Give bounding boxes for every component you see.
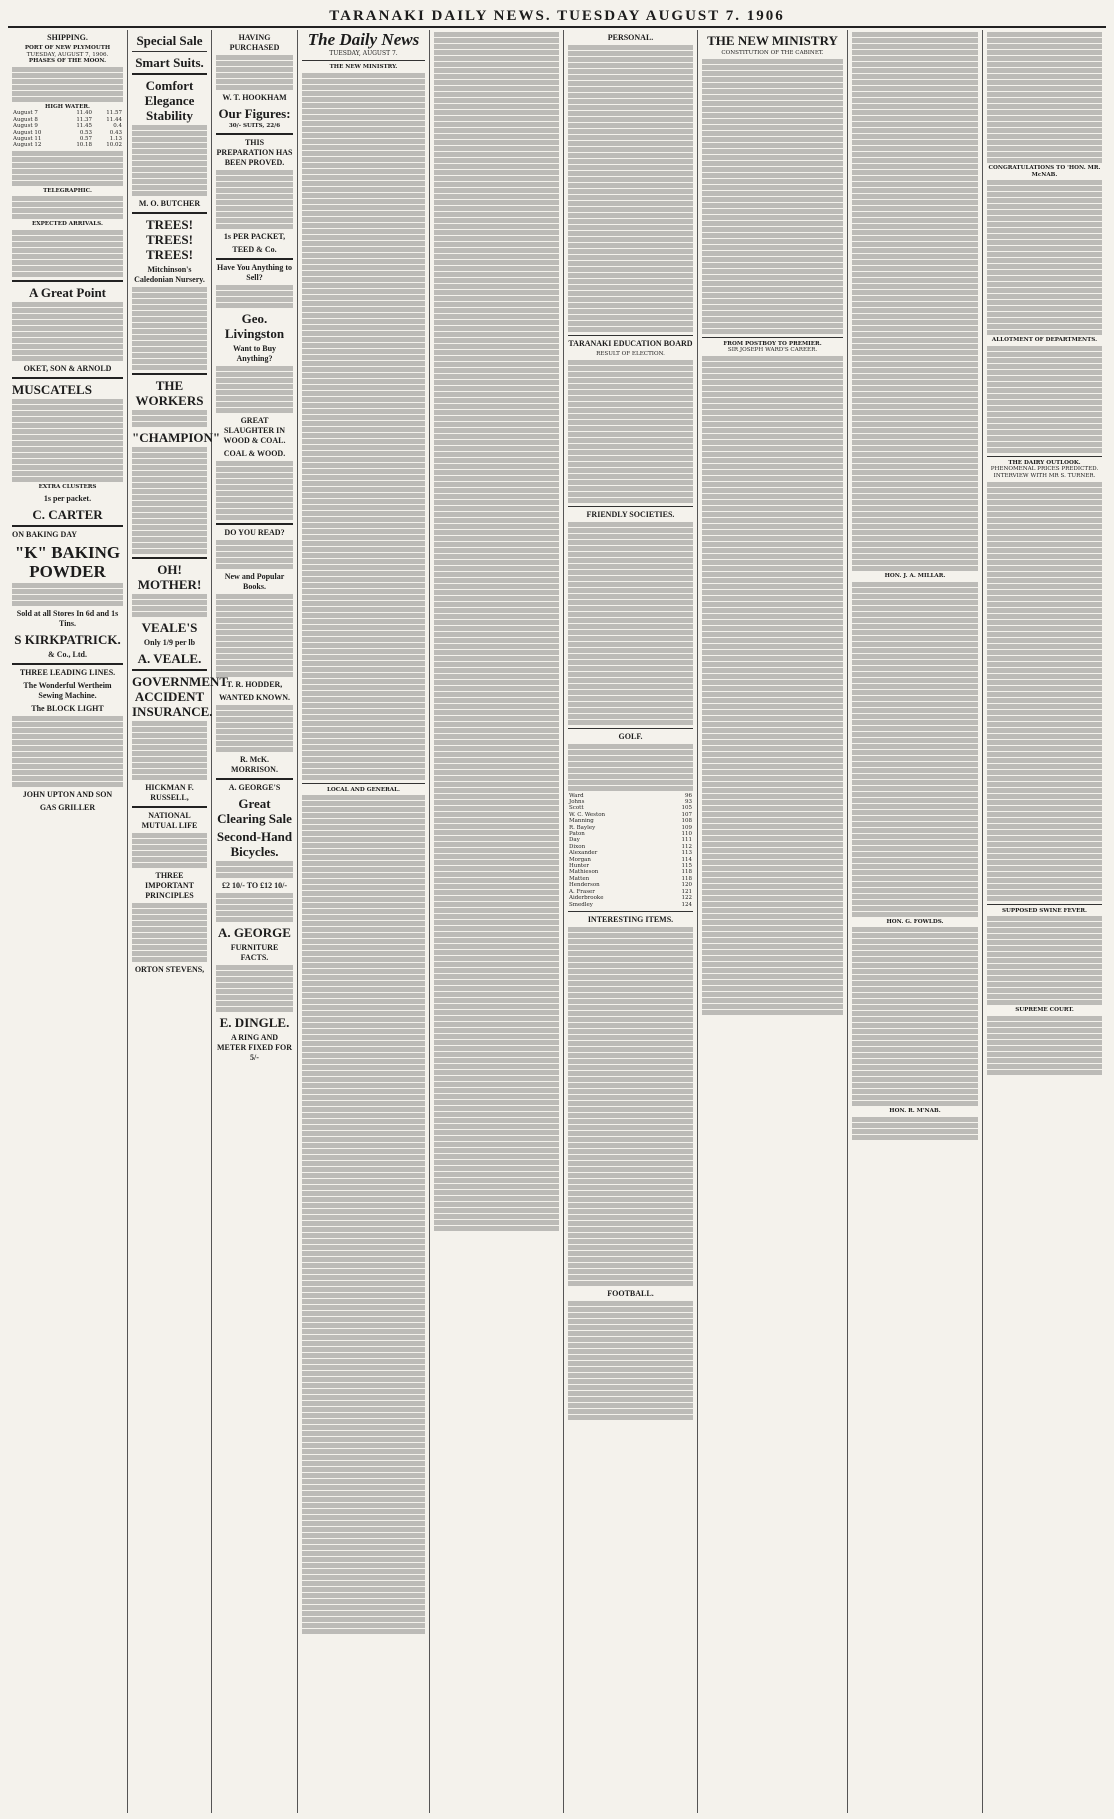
millar-text [852, 582, 978, 917]
telegraphic-text [12, 196, 123, 219]
golf-player: Henderson [569, 882, 600, 889]
golf-player: Mathieson [569, 869, 599, 876]
golf-player: Scott [569, 805, 584, 812]
golf-score: 121 [681, 888, 692, 895]
golf-player: Morgan [569, 856, 591, 863]
oket-arnold: OKET, SON & ARNOLD [23, 364, 112, 373]
fowlds-text [852, 927, 978, 1106]
workers-heading: THE WORKERS [135, 378, 204, 408]
golf-player: Alexander [569, 850, 598, 857]
comfort-text [132, 125, 207, 196]
golf-score: 112 [681, 843, 692, 850]
morrison-heading: R. McK. MORRISON. [231, 754, 278, 774]
wanted-known-heading: WANTED KNOWN. [218, 692, 291, 702]
high-water-cell: 11.40 [76, 110, 93, 117]
great-point-heading: A Great Point [28, 285, 107, 300]
new-ministry-leader: THE NEW MINISTRY. [329, 64, 398, 70]
career-continued [852, 32, 978, 571]
comfort-heading: Comfort Elegance Stability [144, 78, 195, 123]
read-text [216, 540, 293, 569]
per-packet: 1s per packet. [43, 493, 92, 503]
ring-meter-heading: A RING AND METER FIXED FOR 5/- [216, 1032, 293, 1062]
leader-text [302, 73, 425, 780]
butcher-heading: M. O. BUTCHER [138, 199, 201, 208]
golf-score: 110 [681, 831, 692, 838]
golf-player: Smedley [569, 901, 593, 908]
column-4 [298, 30, 430, 1813]
high-water-cell: 11.45 [76, 123, 93, 130]
mcnab-continued [987, 32, 1102, 163]
high-water-heading: HIGH WATER. [45, 103, 90, 110]
books-list [216, 594, 293, 677]
baking-text [12, 583, 123, 606]
hodder-heading: T. R. HODDER, [226, 679, 283, 689]
wanted-text [216, 705, 293, 752]
mutual-text [132, 833, 207, 868]
kirkpatrick-co: & Co., Ltd. [48, 649, 87, 659]
bicycles-text [216, 861, 293, 878]
oh-mother-heading: OH! MOTHER! [137, 562, 202, 592]
bicycle-price: £2 10/- TO £12 10/- [221, 880, 288, 890]
postboy-heading: FROM POSTBOY TO PREMIER. [723, 340, 822, 347]
constitution-subheading: CONSTITUTION OF THE CABINET. [721, 50, 824, 56]
caledonian-text [132, 287, 207, 370]
our-figures-heading: Our Figures: [218, 106, 291, 121]
great-point-text [12, 302, 123, 361]
football-text [568, 1301, 693, 1420]
trees-heading: TREES! TREES! TREES! [146, 217, 193, 262]
john-upton-heading: JOHN UPTON AND SON [22, 789, 113, 799]
high-water-cell: 11.57 [106, 110, 122, 117]
sun-text [12, 151, 123, 186]
golf-scores-table [568, 793, 693, 908]
golf-player: Manning [569, 818, 594, 825]
george-heading: A. GEORGE'S [228, 782, 281, 792]
moon-text [12, 67, 123, 102]
bicycles-heading: Second-Hand Bicycles. [216, 828, 293, 859]
smart-suits-heading: Smart Suits. [135, 55, 204, 70]
teed-heading: TEED & Co. [232, 244, 277, 254]
hickman-heading: HICKMAN F. RUSSELL, [145, 783, 194, 802]
millar-heading: HON. J. A. MILLAR. [884, 573, 946, 579]
workers-text [132, 410, 207, 427]
golf-player: A. Fraser [569, 888, 595, 895]
result-election: RESULT OF ELECTION. [596, 351, 665, 357]
new-ministry-heading: THE NEW MINISTRY [707, 33, 838, 48]
golf-score: 113 [681, 850, 692, 857]
three-leading-lines: THREE LEADING LINES. [19, 667, 116, 677]
column-3 [212, 30, 298, 1813]
golf-player: Hunter [569, 863, 589, 870]
block-light-text [12, 716, 123, 787]
masthead [8, 6, 1106, 28]
congrats-text [987, 180, 1102, 335]
mcnab-heading: HON. R. M'NAB. [889, 1108, 941, 1115]
golf-score: 115 [681, 863, 692, 870]
k-baking-powder: "K" BAKING POWDER [14, 542, 121, 581]
golf-score: 111 [681, 837, 692, 844]
golf-score: 93 [685, 799, 692, 805]
high-water-cell: August 7 [13, 110, 38, 117]
champion-text [132, 447, 207, 554]
column-5 [430, 30, 564, 1813]
golf-score: 118 [681, 869, 692, 876]
friendly-text [568, 522, 693, 725]
high-water-cell: 0.4 [113, 123, 122, 130]
a-george-heading: A. GEORGE [218, 924, 291, 940]
columns [8, 30, 1106, 1813]
high-water-cell: 10.18 [76, 142, 93, 149]
interesting-items-heading: INTERESTING ITEMS. [587, 914, 674, 924]
government-insurance-heading: GOVERNMENT ACCIDENT INSURANCE. [132, 674, 229, 719]
high-water-cell: August 8 [13, 116, 38, 123]
career-text [702, 356, 843, 1015]
local-text [302, 795, 425, 1634]
block-light-heading: The BLOCK LIGHT [31, 703, 104, 713]
golf-player: R. Bayley [569, 824, 596, 831]
popular-books-heading: New and Popular Books. [224, 571, 285, 591]
high-water-cell: August 11 [13, 136, 42, 142]
high-water-row [12, 142, 123, 148]
per-packet-heading: 1s PER PACKET, [223, 231, 286, 241]
muscatels-text [12, 399, 123, 482]
column-6 [564, 30, 698, 1813]
column-9 [983, 30, 1106, 1813]
furniture-text [216, 965, 293, 1012]
oh-mother-text [132, 594, 207, 617]
column-7 [698, 30, 848, 1813]
golf-score: 96 [685, 792, 692, 799]
golf-player: Johns [569, 799, 585, 805]
interesting-text [568, 927, 693, 1286]
veales-heading: VEALE'S [141, 620, 198, 635]
coal-text [216, 461, 293, 520]
golf-player: Day [569, 837, 580, 844]
golf-score: 122 [681, 895, 692, 902]
mcnab-text [852, 1117, 978, 1140]
golf-score: 120 [681, 882, 692, 889]
golf-player: Dixon [569, 843, 586, 850]
high-water-cell: 10.02 [106, 142, 122, 149]
furniture-heading: FURNITURE FACTS. [230, 942, 279, 962]
want-heading: Want to Buy Anything? [232, 343, 277, 363]
personal-text [568, 45, 693, 332]
principles-heading: THREE IMPORTANT PRINCIPLES [145, 871, 194, 900]
expected-heading: EXPECTED ARRIVALS. [32, 221, 103, 228]
allotment-text [987, 346, 1102, 453]
slaughter-heading: GREAT SLAUGHTER IN WOOD & COAL. [223, 415, 286, 445]
friendly-societies-heading: FRIENDLY SOCIETIES. [586, 509, 675, 519]
a-veale-heading: A. VEALE. [137, 651, 202, 666]
high-water-table [12, 110, 123, 148]
moon-heading: PHASES OF THE MOON. [28, 58, 107, 65]
high-water-cell: 0.53 [79, 129, 93, 136]
high-water-cell: August 10 [13, 129, 42, 136]
high-water-cell: 0.57 [79, 136, 93, 142]
preparation-text [216, 170, 293, 229]
golf-score: 109 [681, 824, 692, 831]
football-heading: FOOTBALL. [607, 1288, 654, 1298]
livingston-heading: Geo. Livingston [224, 310, 285, 341]
golf-score: 118 [681, 875, 692, 882]
orton-heading: ORTON STEVENS, [134, 965, 205, 974]
golf-score: 107 [681, 811, 692, 818]
carter-heading: C. CARTER [32, 506, 103, 522]
sell-text [216, 285, 293, 308]
gas-griller-heading: GAS GRILLER [39, 802, 96, 812]
veales-price: Only 1/9 per lb [143, 638, 196, 647]
high-water-cell: August 9 [13, 123, 38, 130]
golf-score: 105 [681, 805, 692, 812]
cabinet-list [702, 59, 843, 334]
having-purchased: HAVING PURCHASED [229, 33, 280, 52]
golf-score: 108 [681, 818, 692, 825]
phenomenal-heading: PHENOMENAL PRICES PREDICTED. [990, 466, 1099, 473]
local-general-heading: LOCAL AND GENERAL. [326, 786, 401, 793]
port-date: TUESDAY, AUGUST 7, 1906. [26, 51, 109, 58]
port-title: PORT OF NEW PLYMOUTH [24, 45, 111, 51]
county-council-text [434, 32, 559, 1231]
high-water-cell: 11.37 [76, 116, 93, 123]
telegraphic-heading: TELEGRAPHIC. [43, 187, 92, 194]
high-water-cell: 11.44 [106, 116, 122, 123]
wertheim-heading: The Wonderful Wertheim Sewing Machine. [23, 680, 112, 700]
interview-heading: INTERVIEW WITH MR S. TURNER. [993, 472, 1096, 479]
dingle-heading: E. DINGLE. [219, 1014, 290, 1030]
preparation-heading: THIS PREPARATION HAS BEEN PROVED. [216, 137, 293, 167]
golf-score: 124 [681, 901, 692, 908]
sold-at-stores: Sold at all Stores In 6d and 1s Tins. [16, 608, 119, 628]
golf-score: 114 [681, 856, 692, 863]
daily-news-logo: The Daily News [307, 30, 420, 49]
education-board-heading: TARANAKI EDUCATION BOARD [568, 339, 693, 348]
golf-player: Ward [569, 792, 584, 799]
personal-heading: PERSONAL. [607, 33, 654, 42]
baking-day-heading: ON BAKING DAY [12, 529, 78, 539]
expected-text [12, 230, 123, 277]
swine-text [987, 916, 1102, 1005]
want-text [216, 366, 293, 413]
suits-price: 30/- SUITS, 22/6 [228, 123, 281, 129]
kirkpatrick-heading: S KIRKPATRICK. [14, 631, 121, 647]
dateline: TUESDAY, AUGUST 7. [329, 50, 398, 57]
hookham-heading: W. T. HOOKHAM [222, 93, 287, 102]
dairy-text [987, 482, 1102, 901]
congrats-heading: CONGRATULATIONS TO 'HON. MR. McNAB. [988, 165, 1101, 178]
muscatels-heading: MUSCATELS [12, 382, 92, 397]
bicycles-text-2 [216, 893, 293, 922]
read-heading: DO YOU READ? [224, 527, 285, 537]
having-text [216, 55, 293, 90]
coal-wood-heading: COAL & WOOD. [223, 448, 286, 458]
supreme-court-heading: SUPREME COURT. [1015, 1007, 1074, 1014]
shipping-heading: SHIPPING. [47, 33, 88, 42]
allotment-heading: ALLOTMENT OF DEPARTMENTS. [991, 337, 1098, 344]
caledonian-heading: Mitchinson's Caledonian Nursery. [134, 265, 205, 284]
board-text [568, 360, 693, 503]
supreme-text [987, 1016, 1102, 1075]
sell-heading: Have You Anything to Sell? [216, 262, 293, 282]
high-water-cell: August 12 [13, 142, 42, 149]
column-2 [128, 30, 229, 1813]
fowlds-heading: HON. G. FOWLDS. [886, 918, 944, 925]
golf-player: Matten [569, 875, 590, 882]
insurance-text [132, 721, 207, 780]
golf-text [568, 744, 693, 791]
golf-player: W. C. Weston [569, 811, 606, 818]
high-water-cell: 1.13 [109, 136, 122, 142]
golf-player: Paton [569, 831, 585, 838]
golf-heading: GOLF. [618, 731, 643, 741]
sir-joseph-heading: SIR JOSEPH WARD'S CAREER. [727, 347, 818, 354]
special-sale-heading: Special Sale [136, 33, 203, 48]
champion-heading: "CHAMPION" [132, 430, 221, 445]
extra-clusters: EXTRA CLUSTERS [38, 484, 97, 490]
golf-player: Aiderbrooke [569, 895, 604, 902]
high-water-cell: 0.43 [109, 129, 122, 136]
mutual-life-heading: NATIONAL MUTUAL LIFE [141, 811, 198, 830]
clearing-sale-heading: Great Clearing Sale [217, 795, 292, 826]
golf-score-row [568, 902, 693, 908]
swine-fever-heading: SUPPOSED SWINE FEVER. [1001, 907, 1087, 914]
column-1 [8, 30, 128, 1813]
dairy-outlook-heading: THE DAIRY OUTLOOK. [1008, 459, 1081, 466]
column-8 [848, 30, 983, 1813]
principles-text [132, 903, 207, 962]
masthead-title: TARANAKI DAILY NEWS. TUESDAY AUGUST 7. 1906 [329, 7, 785, 24]
